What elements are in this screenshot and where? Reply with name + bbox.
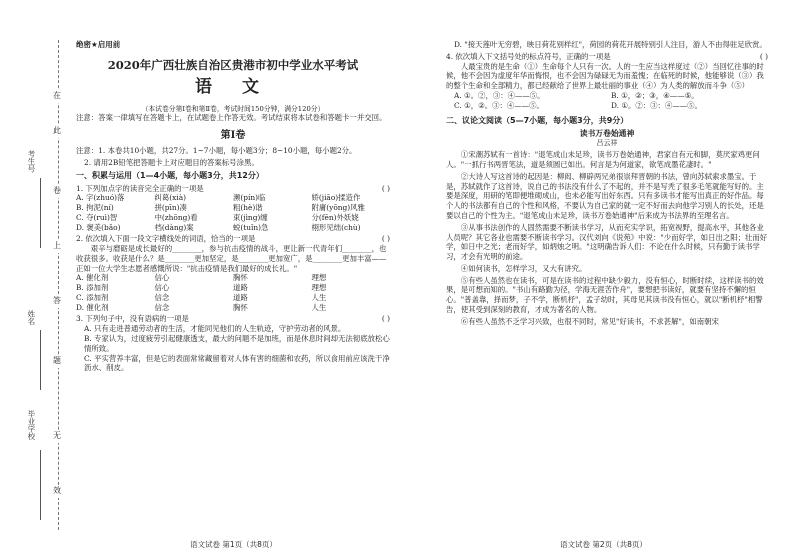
option: D. 催化剂	[76, 302, 109, 312]
option: 蜕(tuǐn)急	[233, 222, 269, 232]
question-stem: 3. 下列句子中，没有语病的一项是	[76, 314, 189, 324]
binding-char: 上	[53, 240, 61, 253]
binding-char: 卷	[53, 185, 61, 198]
article-title: 读书万卷始通神	[579, 128, 635, 138]
option: 中(zhōng)看	[154, 212, 198, 222]
option: D. 褒美(bǎo)	[76, 222, 121, 232]
subject-title: 语 文	[195, 77, 271, 98]
option: 理想	[311, 273, 327, 283]
question-stem: 1. 下列加点字的读音完全正确的一项是	[76, 183, 204, 193]
binding-char: 题	[53, 355, 61, 368]
option: B. ①，②；③，④——⑤。	[611, 90, 699, 100]
binding-char: 无	[53, 430, 61, 443]
option: 道路	[233, 283, 248, 293]
article-paragraph: ②大诗人写这首诗的起因是：柳闳、柳辟两兄弟很崇拜晋朝的书法，曾向苏轼索求墨宝。于是，苏轼就作了这首诗，说自己的书法没有什么了不起的，并不是写秃了很多毛笔就能写好的。主要是深度，用研的笔即便堆砌成山，也未必能写出好东西。只有多读书才能写出真正的好作品。每个人的书法都有自己的个性和风格，不要认为自己家的就一定不好而去向他学习别人的长处，还是要以自己的个性为主。"退笔成山未足珍，读书万卷始通神"后来成为书法界的至理名言。	[446, 171, 764, 221]
option: C. ①，②。③：④——⑤。	[454, 100, 544, 110]
notice: 注意：答案一律填写在答题卡上，在试题卷上作答无效。考试结束将本试卷和答题卡一并交回。	[76, 113, 387, 123]
answer-paren: ( )	[381, 183, 390, 193]
option: 濒(pín)临	[233, 193, 266, 203]
confidential-mark: 绝密★启用前	[76, 40, 121, 49]
name-line	[40, 330, 41, 390]
answer-paren: ( )	[381, 314, 390, 324]
question-stem: 2. 依次填入下面一段文字横线处的词语，恰当的一项是	[76, 234, 256, 244]
option: 纠葛(xià)	[154, 193, 186, 203]
page-two	[446, 40, 768, 328]
option: A. ①。②，③：④——⑤。	[454, 90, 545, 100]
option-row	[76, 193, 390, 203]
option: B. 拘泥(ní)	[76, 203, 114, 213]
option: A. 催化剂	[76, 273, 109, 283]
article-paragraph: ⑥有些人虽然不乏学习兴致，也很不同时，常见"好读书，不求甚解"，如南朝宋	[460, 316, 719, 326]
article-author: 吕云祥	[596, 139, 618, 148]
option-row	[76, 213, 390, 223]
option: 栩形见绌(chù)	[311, 222, 361, 232]
volume-note: 注意：1. 本卷共10小题，共27分。1~7小题，每小题3分；8~10小题，每小题2分。	[76, 146, 357, 156]
exam-note: （本试卷分第Ⅰ卷和第Ⅱ卷，考试时间150分钟，满分120分）	[141, 104, 325, 113]
binding-margin	[0, 0, 70, 560]
option: 档(dàng)案	[154, 222, 194, 232]
section-heading: 二、议论文阅读（5—7小题，每小题3分，共9分）	[446, 116, 629, 126]
binding-char: 答	[53, 295, 61, 308]
option: 道路	[233, 292, 248, 302]
question-stem: 4. 依次填入下文括号处的标点符号，正确的一项是	[446, 51, 611, 61]
page-footer: 语文试卷 第2页（共8页）	[560, 540, 647, 549]
page-footer: 语文试卷 第1页（共8页）	[190, 540, 277, 549]
question-1	[76, 184, 390, 233]
option: 胸怀	[233, 273, 248, 283]
option-row	[76, 223, 390, 233]
question-passage: 人最宝贵的是生命（①）生命每个人只有一次。人的一生应当这样度过（②）当回忆往事的时候，他不会因为虚度年华而悔恨，也不会因为碌碌无为而羞愧；在临死的时候，他能够说（③）我的整个生命和全部精力，都已经献给了世界上最壮丽的事业（④）为人类的解放而斗争（⑤）	[446, 61, 764, 91]
option-row	[76, 203, 390, 213]
option-row	[76, 293, 390, 303]
question-4	[446, 52, 768, 111]
answer-paren: ( )	[381, 234, 390, 244]
option: C. 平实营养丰富，但是它的表面常常藏留着对人体有害的细菌和农药，所以食用前应该洗干净沥水、削皮。	[84, 353, 390, 373]
student-id-label: 考生号	[26, 150, 36, 173]
option: 信心	[154, 283, 170, 293]
option-row	[76, 303, 390, 313]
option: C. 添加剂	[76, 292, 109, 302]
option: D. ①。②：③：④——⑤。	[611, 100, 702, 110]
volume-note: 2. 请用2B铅笔把答题卡上对应题目的答案标号涂黑。	[84, 158, 259, 168]
option: 信心	[154, 273, 170, 283]
option: C. 夺(ruì)智	[76, 212, 118, 222]
option: 拼(pīn)凑	[154, 203, 187, 213]
option-row	[446, 101, 768, 111]
school-label: 毕业学校	[26, 410, 36, 440]
name-label: 姓名	[26, 310, 36, 325]
page-one	[76, 40, 390, 373]
option: A. 字(zhuó)落	[76, 193, 125, 203]
article-paragraph: ①宋潮苏轼有一首诗："退笔成山未足珍，读书万卷始通神，君家自有元和脚，莫厌家鸡更问人。"一抓行书两晋笔法，道是须圆已如出。何言是为何道家，欲笔成墨花凄时。"	[446, 150, 760, 170]
option: 信念	[154, 292, 170, 302]
option: 胸怀	[233, 302, 248, 312]
option-row	[446, 91, 768, 101]
option-row	[76, 283, 390, 293]
question-2	[76, 234, 390, 312]
option: A. 只有走进普通劳动者的生活，才能同见他们的人生轨迹，守护劳动者的风景。	[84, 324, 346, 334]
binding-char: 此	[53, 125, 61, 138]
option: 娇(jiāo)揉造作	[311, 193, 361, 203]
option: 附庸(yōng)风雅	[311, 203, 365, 213]
option: B. 专家认为，过度疲劳引起健康透支，最大的问题不是加班，而是休息时间却无法彻底放松心情所致。	[84, 333, 390, 353]
option: 人生	[311, 292, 327, 302]
binding-dashed-line	[58, 40, 59, 530]
option: 理想	[311, 283, 327, 293]
answer-paren: ( )	[759, 51, 768, 61]
article-paragraph: ④如何读书，怎样学习，又大有讲究。	[460, 263, 587, 273]
exam-title: 2020年广西壮族自治区贵港市初中学业水平考试	[107, 57, 359, 72]
school-line	[40, 450, 41, 520]
option: D. "接天莲叶无穷碧，映日荷花别样红"，荷园的荷花开展特别引人注目，游人不由得驻足欣赏。	[454, 40, 767, 49]
option: 人生	[311, 302, 327, 312]
option: 束(jìng)缠	[233, 212, 268, 222]
student-id-line	[40, 178, 41, 248]
option: 粗(hè)谐	[233, 203, 263, 213]
volume-title: 第Ⅰ卷	[220, 130, 246, 142]
option: B. 添加剂	[76, 283, 109, 293]
option: 信念	[154, 302, 170, 312]
binding-char: 在	[53, 90, 61, 103]
article-paragraph: ③从事书法创作的人固然需要不断读书学习，从而充实学识，拓宽视野，提高水平，其他各业人员呢？其它各业也需要不断读书学习。汉代刘向《说苑》中说："少而好学，如日出之阳；壮而好学，如日中之光；老而好学，如炳烛之明。"这明确告诉人们：不论在什么时候，只有勤于读书学习，才会有光明的前途。	[446, 222, 768, 262]
article-paragraph: ⑤有些人虽然也在读书，可是在读书的过程中缺少毅力，没有恒心，时断时续，这样读书的效果，是可想而知的。"书山有路勤为径，学海无涯苦作舟"，要想把书读好，就要有坚持不懈的恒心。"普盖靠，择而梦，子不学，断机杼"，孟子幼时，其母见其读书没有恒心，就以"断机杼"相警告，使其受到深刻的教育，才成为著名的人物。	[446, 275, 764, 314]
question-passage: 艰辛与磨砺是成长最好的________，参与抗击疫情的战斗，更让新一代青年们________，也收获很多。收获是什么？是________更加坚定，是________更加宽广，是________更加丰富——正如一位大学生志愿者感慨所说："抗击疫情是我们最好的成长礼。"	[76, 244, 387, 273]
question-3	[76, 314, 390, 373]
option: 分(fēn)外妖娆	[311, 212, 359, 222]
section-heading: 一、积累与运用（1—4小题，每小题3分，共12分）	[76, 170, 264, 180]
binding-char: 效	[53, 485, 61, 498]
option-row	[76, 273, 390, 283]
